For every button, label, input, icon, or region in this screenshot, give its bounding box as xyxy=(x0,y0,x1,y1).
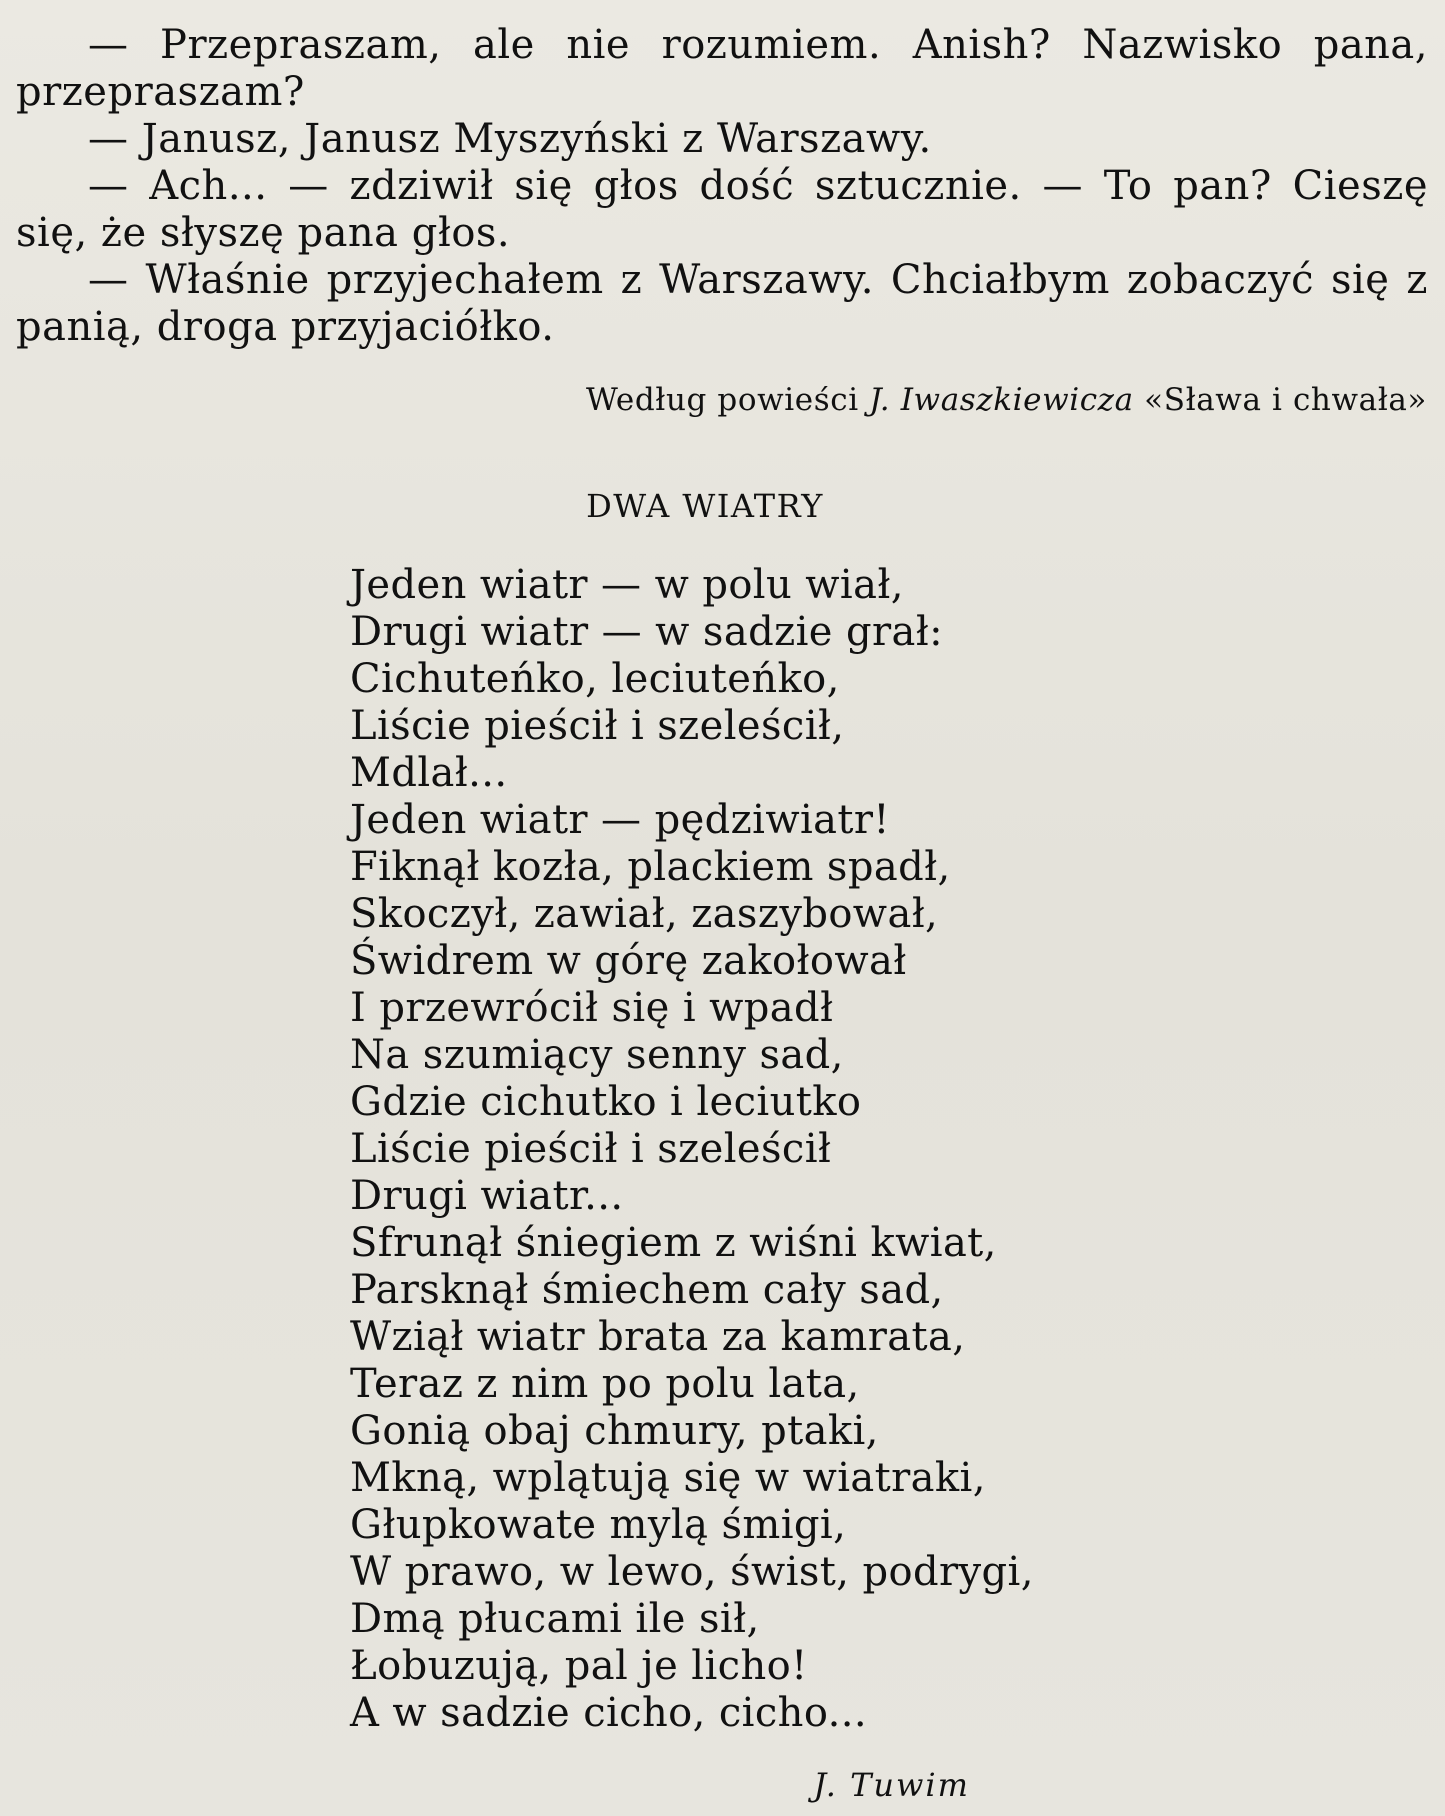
poem-line: Łobuzują, pal je licho! xyxy=(350,1643,808,1689)
poem-line: Cichuteńko, leciuteńko, xyxy=(350,656,840,702)
poem-line: I przewrócił się i wpadł xyxy=(350,985,834,1031)
poem-line: Na szumiący senny sad, xyxy=(350,1032,844,1078)
prose-block xyxy=(16,22,1428,351)
poem-line: Parsknął śmiechem cały sad, xyxy=(350,1267,944,1313)
poem-line: W prawo, w lewo, świst, podrygi, xyxy=(350,1549,1034,1595)
poem-line: Drugi wiatr... xyxy=(350,1173,624,1219)
prose-paragraph: — Właśnie przyjechałem z Warszawy. Chciałbym zobaczyć się z panią, droga przyjaciółko. xyxy=(16,257,1428,350)
poem-line: Gdzie cichutko i leciutko xyxy=(350,1079,862,1125)
poem-line: Mdlał... xyxy=(350,750,508,796)
poem-author: J. Tuwim xyxy=(813,1766,970,1804)
poem-line: Liście pieścił i szeleścił xyxy=(350,1126,832,1172)
poem-line: Drugi wiatr — w sadzie grał: xyxy=(350,609,943,655)
poem-line: Głupkowate mylą śmigi, xyxy=(350,1502,847,1548)
poem-line: Świdrem w górę zakołował xyxy=(350,938,907,984)
prose-paragraph: — Janusz, Janusz Myszyński z Warszawy. xyxy=(88,116,932,162)
prose-paragraph: — Ach... — zdziwił się głos dość sztucznie. — To pan? Cieszę się, że słyszę pana głos. xyxy=(16,163,1428,256)
poem-line: Mkną, wplątują się w wiatraki, xyxy=(350,1455,986,1501)
source-prefix: Według powieści xyxy=(585,382,859,418)
poem-line: Skoczył, zawiał, zaszybował, xyxy=(350,891,939,937)
poem-line: Jeden wiatr — w polu wiał, xyxy=(350,562,904,608)
poem-line: Sfrunął śniegiem z wiśni kwiat, xyxy=(350,1220,997,1266)
poem-line: Wziął wiatr brata za kamrata, xyxy=(350,1314,966,1360)
poem-body xyxy=(350,562,1034,1737)
source-title: «Sława i chwała» xyxy=(1144,382,1427,418)
poem-line: Fiknął kozła, plackiem spadł, xyxy=(350,844,951,890)
poem-line: A w sadzie cicho, cicho... xyxy=(350,1690,867,1736)
poem-line: Jeden wiatr — pędziwiatr! xyxy=(350,797,890,843)
source-attribution xyxy=(586,382,1427,418)
poem-line: Liście pieścił i szeleścił, xyxy=(350,703,845,749)
poem-line: Dmą płucami ile sił, xyxy=(350,1596,760,1642)
source-author: J. Iwaszkiewicza xyxy=(869,382,1134,418)
poem-line: Gonią obaj chmury, ptaki, xyxy=(350,1408,879,1454)
poem-title: DWA WIATRY xyxy=(586,487,824,525)
prose-paragraph: — Przepraszam, ale nie rozumiem. Anish? Nazwisko pana, przepraszam? xyxy=(16,22,1428,115)
poem-line: Teraz z nim po polu lata, xyxy=(350,1361,860,1407)
